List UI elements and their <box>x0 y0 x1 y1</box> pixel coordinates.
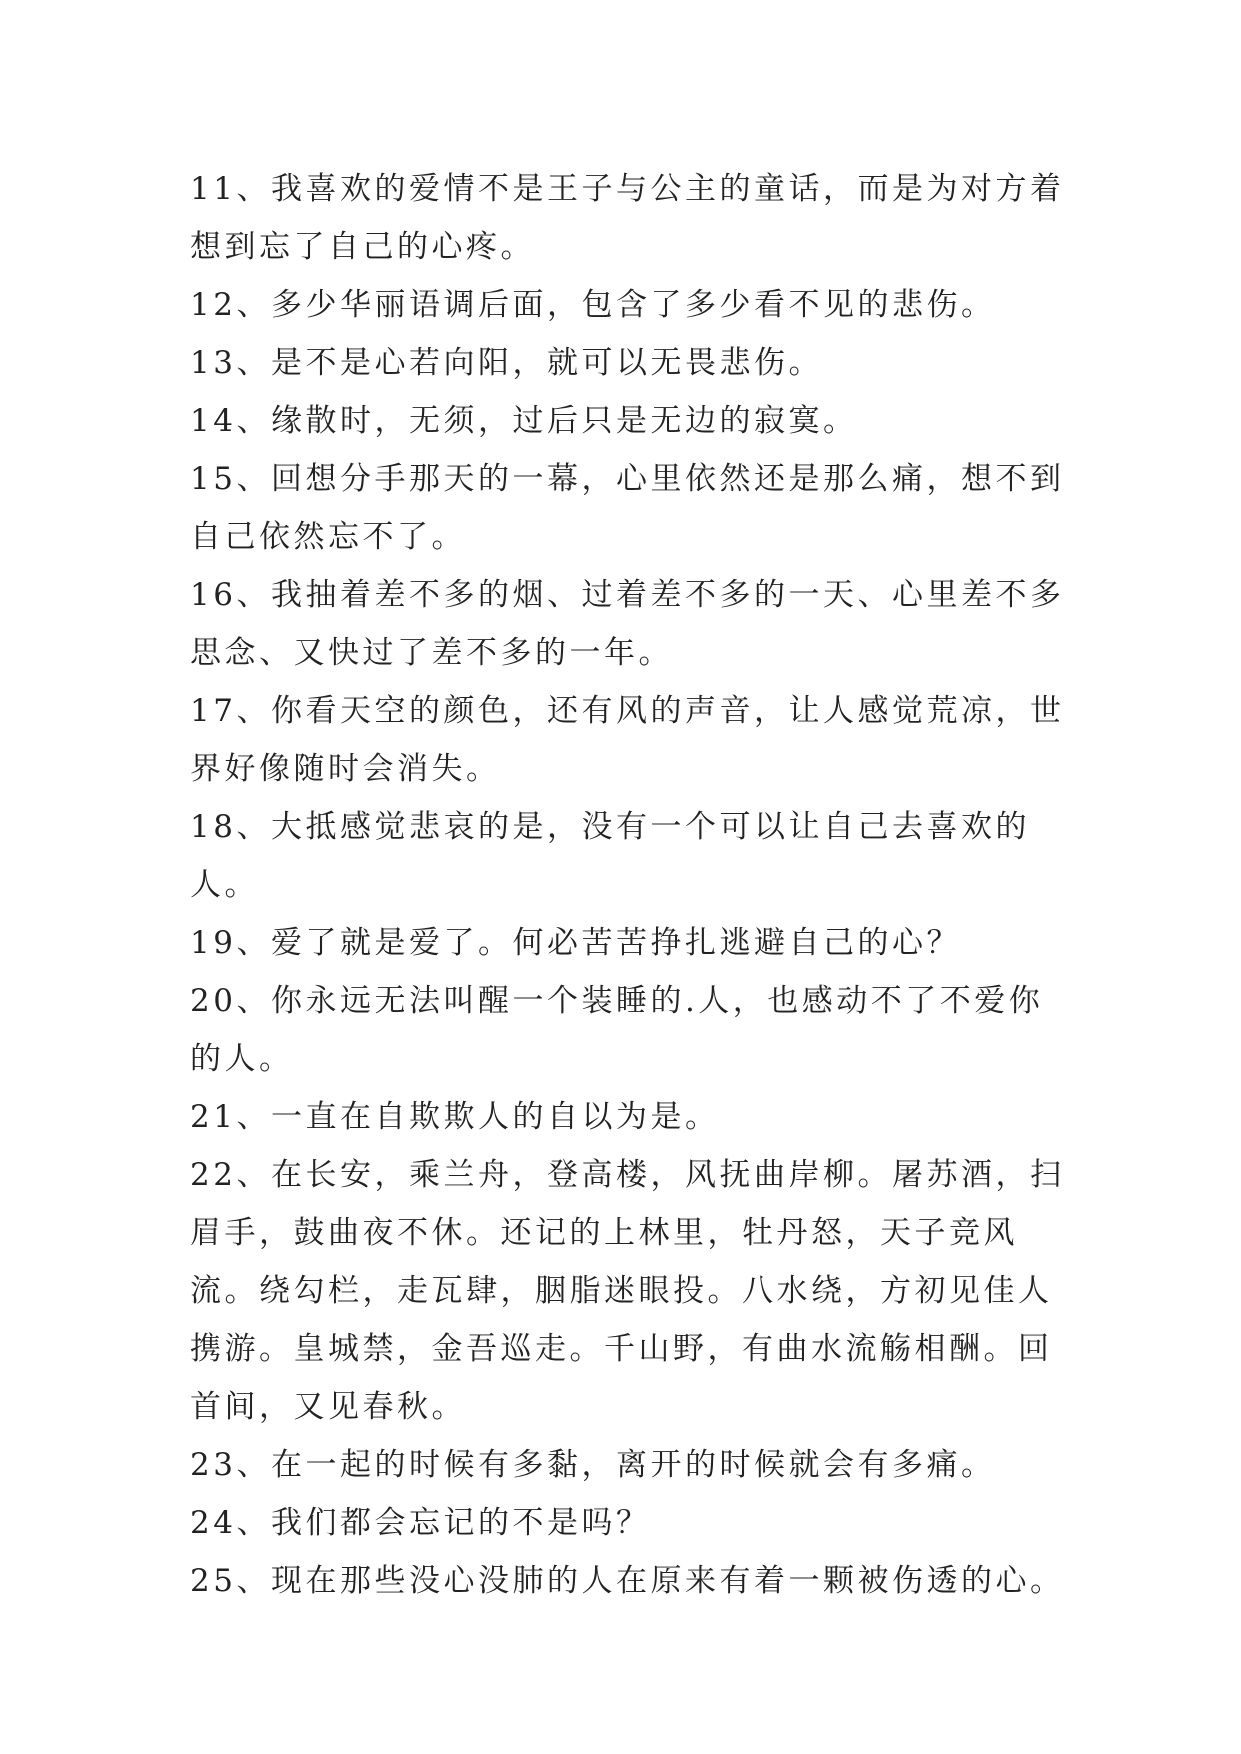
list-item: 21、一直在自欺欺人的自以为是。 <box>190 1099 720 1135</box>
list-item: 13、是不是心若向阳，就可以无畏悲伤。 <box>190 345 823 381</box>
list-item: 24、我们都会忘记的不是吗？ <box>190 1505 651 1541</box>
list-item: 18、大抵感觉悲哀的是，没有一个可以让自己去喜欢的人。 <box>190 809 1030 903</box>
list-item: 25、现在那些没心没肺的人在原来有着一颗被伤透的心。 <box>190 1563 1065 1599</box>
list-item: 14、缘散时，无须，过后只是无边的寂寞。 <box>190 403 858 439</box>
list-item: 17、你看天空的颜色，还有风的声音，让人感觉荒凉，世界好像随时会消失。 <box>190 693 1065 787</box>
list-item: 20、你永远无法叫醒一个装睡的.人，也感动不了不爱你的人。 <box>190 983 1044 1077</box>
list-item: 19、爱了就是爱了。何必苦苦挣扎逃避自己的心？ <box>190 925 961 961</box>
document-body <box>190 160 1070 1610</box>
list-item: 11、我喜欢的爱情不是王子与公主的童话，而是为对方着想到忘了自己的心疼。 <box>190 171 1065 265</box>
list-item: 15、回想分手那天的一幕，心里依然还是那么痛，想不到自己依然忘不了。 <box>190 461 1065 555</box>
list-item: 22、在长安，乘兰舟，登高楼，风抚曲岸柳。屠苏酒，扫眉手，鼓曲夜不休。还记的上林里，牡丹怒，天子竞风流。绕勾栏，走瓦肆，胭脂迷眼投。八水绕，方初见佳人携游。皇城禁，金吾巡走。千山野，有曲水流觞相酬。回首间，又见春秋。 <box>190 1157 1065 1425</box>
list-item: 12、多少华丽语调后面，包含了多少看不见的悲伤。 <box>190 287 996 323</box>
list-item: 23、在一起的时候有多黏，离开的时候就会有多痛。 <box>190 1447 996 1483</box>
list-item: 16、我抽着差不多的烟、过着差不多的一天、心里差不多思念、又快过了差不多的一年。 <box>190 577 1065 671</box>
